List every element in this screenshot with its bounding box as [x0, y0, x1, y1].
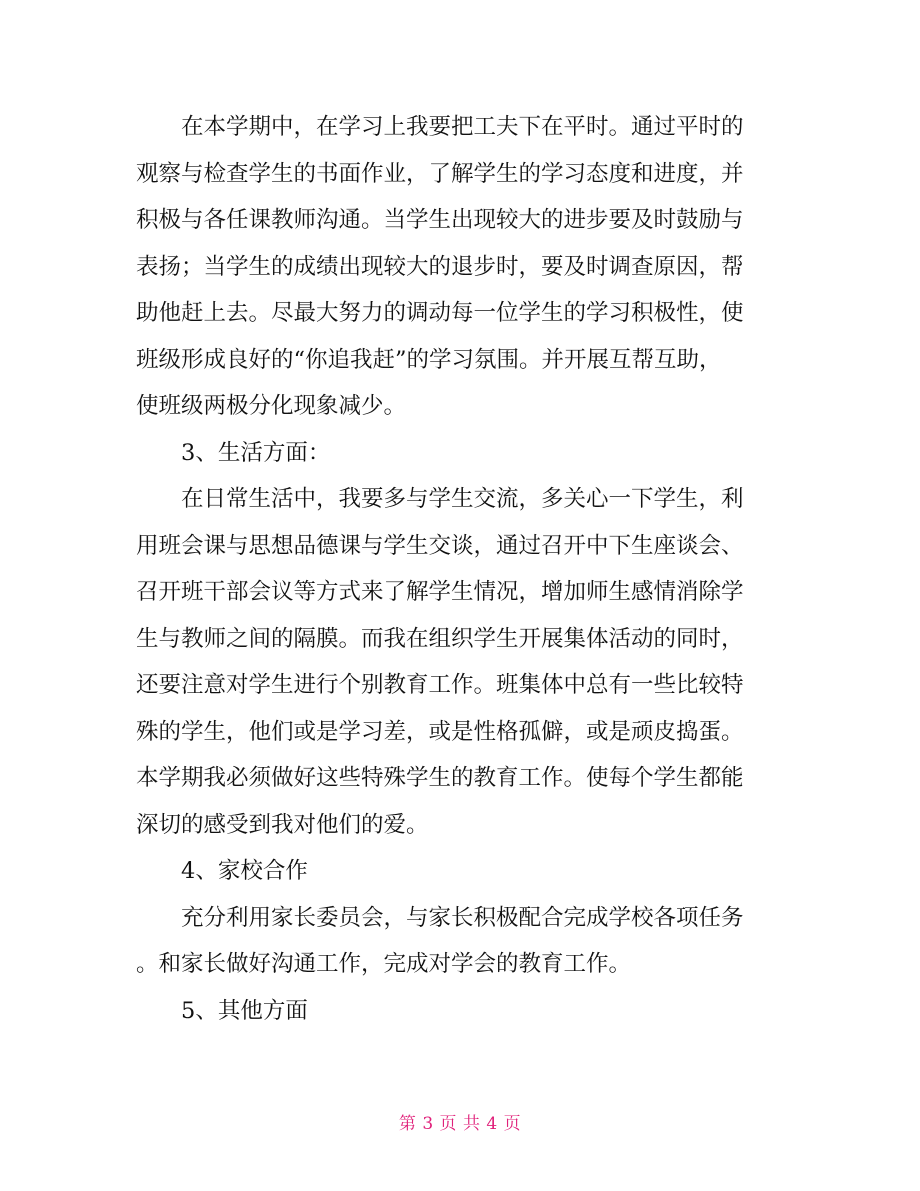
text-line: 用班会课与思想品德课与学生交谈，通过召开中下生座谈会、 [136, 532, 744, 559]
paragraph-study [136, 104, 784, 430]
document-body [136, 104, 784, 1034]
text-line: 班级形成良好的“你追我赶”的学习氛围。并开展互帮互助， [136, 346, 722, 373]
section-heading: 3、生活方面： [181, 439, 331, 466]
text-line: 助他赶上去。尽最大努力的调动每一位学生的学习积极性，使 [136, 300, 744, 326]
heading-other [136, 988, 784, 1035]
text-line: 在日常生活中，我要多与学生交流，多关心一下学生，利 [181, 486, 744, 512]
text-line: 还要注意对学生进行个别教育工作。班集体中总有一些比较特 [136, 672, 744, 698]
text-line: 生与教师之间的隔膜。而我在组织学生开展集体活动的同时， [136, 625, 744, 652]
text-line: 深切的感受到我对他们的爱。 [136, 811, 429, 838]
text-line: 表扬；当学生的成绩出现较大的退步时，要及时调查原因，帮 [136, 253, 744, 280]
section-heading: 4、家校合作 [181, 858, 308, 884]
text-line: 充分利用家长委员会，与家长积极配合完成学校各项任务 [181, 904, 744, 931]
text-line: 使班级两极分化现象减少。 [136, 393, 407, 419]
page-number-footer: 第 3 页 共 4 页 [398, 1114, 522, 1134]
heading-home-school [136, 848, 784, 895]
text-line: 在本学期中，在学习上我要把工夫下在平时。通过平时的 [181, 114, 744, 140]
section-heading: 5、其他方面 [181, 997, 308, 1024]
text-line: 本学期我必须做好这些特殊学生的教育工作。使每个学生都能 [136, 765, 744, 791]
text-line: 。和家长做好沟通工作，完成对学会的教育工作。 [136, 951, 632, 977]
text-line: 观察与检查学生的书面作业，了解学生的学习态度和进度，并 [136, 160, 744, 187]
paragraph-home-school [136, 895, 784, 988]
text-line: 殊的学生，他们或是学习差，或是性格孤僻，或是顽皮捣蛋。 [136, 718, 744, 745]
paragraph-life [136, 476, 784, 848]
text-line: 召开班干部会议等方式来了解学生情况，增加师生感情消除学 [136, 579, 744, 605]
text-line: 积极与各任课教师沟通。当学生出现较大的进步要及时鼓励与 [136, 207, 744, 233]
heading-life [136, 430, 784, 477]
